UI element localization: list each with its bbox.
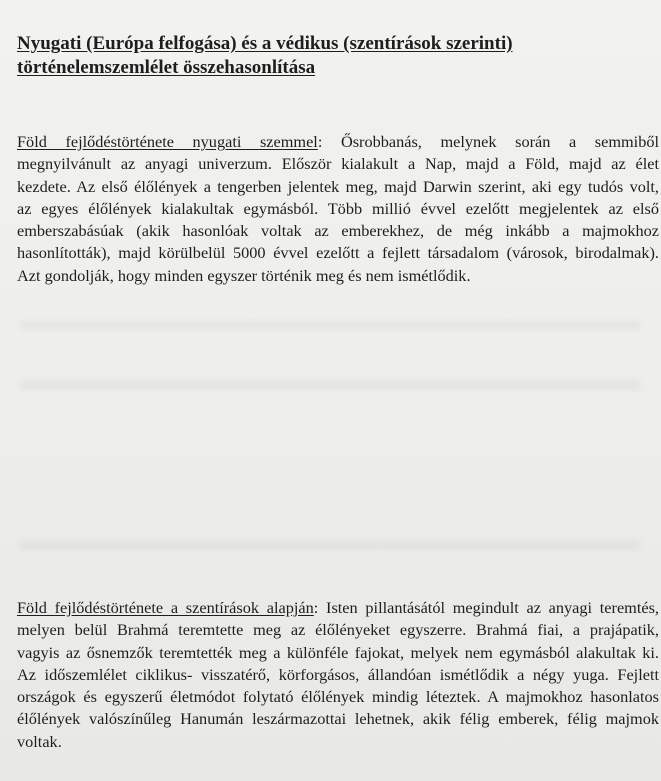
- bleed-through-shadow: [20, 320, 640, 330]
- paragraph-line: az egyes élőlények kialakultak egymásból. Több millió évvel ezelőtt megjelentek az első: [17, 198, 659, 218]
- title-line-1: Nyugati (Európa felfogása) és a védikus (szentírások szerinti): [17, 33, 513, 54]
- vedic-view-heading: Föld fejlődéstörténete a szentírások alapján: [17, 598, 314, 617]
- paragraph-line: Föld fejlődéstörténete nyugati szemmel: Ősrobbanás, melynek során a semmiből: [17, 132, 660, 151]
- paragraph-line: Föld fejlődéstörténete a szentírások alapján: Isten pillantásától megindult az anyagi teremtés,: [17, 598, 660, 617]
- paragraph-line: voltak.: [17, 731, 62, 751]
- paragraph-line: melyen belül Brahmá teremtette meg az élőlényeket egyszerre. Brahmá fiai, a prajápatik,: [17, 620, 659, 640]
- paragraph-line: Azt gondolják, hogy minden egyszer történik meg és nem ismétlődik.: [17, 265, 471, 285]
- western-view-heading: Föld fejlődéstörténete nyugati szemmel: [17, 132, 318, 151]
- paragraph-line: élőlények valószínűleg Hanumán leszármazottai lehetnek, akik félig emberek, félig majmok: [17, 709, 659, 729]
- paragraph-line: hasonlították), majd körülbelül 5000 évvel ezelőtt a fejlett társadalom (városok, birodalmak).: [17, 243, 659, 263]
- title-line-2: történelemszemlélet összehasonlítása: [17, 57, 316, 78]
- paragraph-line: országok és egyszerű életmódot folytató élőlények mindig léteztek. A majmokhoz hasonlatos: [17, 687, 659, 707]
- paragraph-line: kezdete. Az első élőlények a tengerben jelentek meg, majd Darwin szerint, aki egy tudós volt,: [17, 176, 659, 196]
- bleed-through-shadow: [20, 380, 640, 390]
- paragraph-line: emberszabásúak (akik hasonlóak voltak az emberekhez, de még inkább a majmokhoz: [17, 221, 659, 241]
- paragraph-line: vagyis az ősnemzők teremtették meg a különféle fajokat, melyek nem egymásból alakultak ki.: [17, 642, 659, 662]
- document-title: [17, 32, 637, 80]
- paragraph-line: Az időszemlélet ciklikus- visszatérő, körforgásos, állandóan ismétlődik a négy yuga. Fejlett: [17, 664, 659, 684]
- western-view-paragraph: [17, 131, 659, 287]
- vedic-view-paragraph: [17, 597, 659, 753]
- bleed-through-shadow: [20, 540, 640, 550]
- paragraph-line: megnyilvánult az anyagi univerzum. Először kialakult a Nap, majd a Föld, majd az élet: [17, 154, 659, 174]
